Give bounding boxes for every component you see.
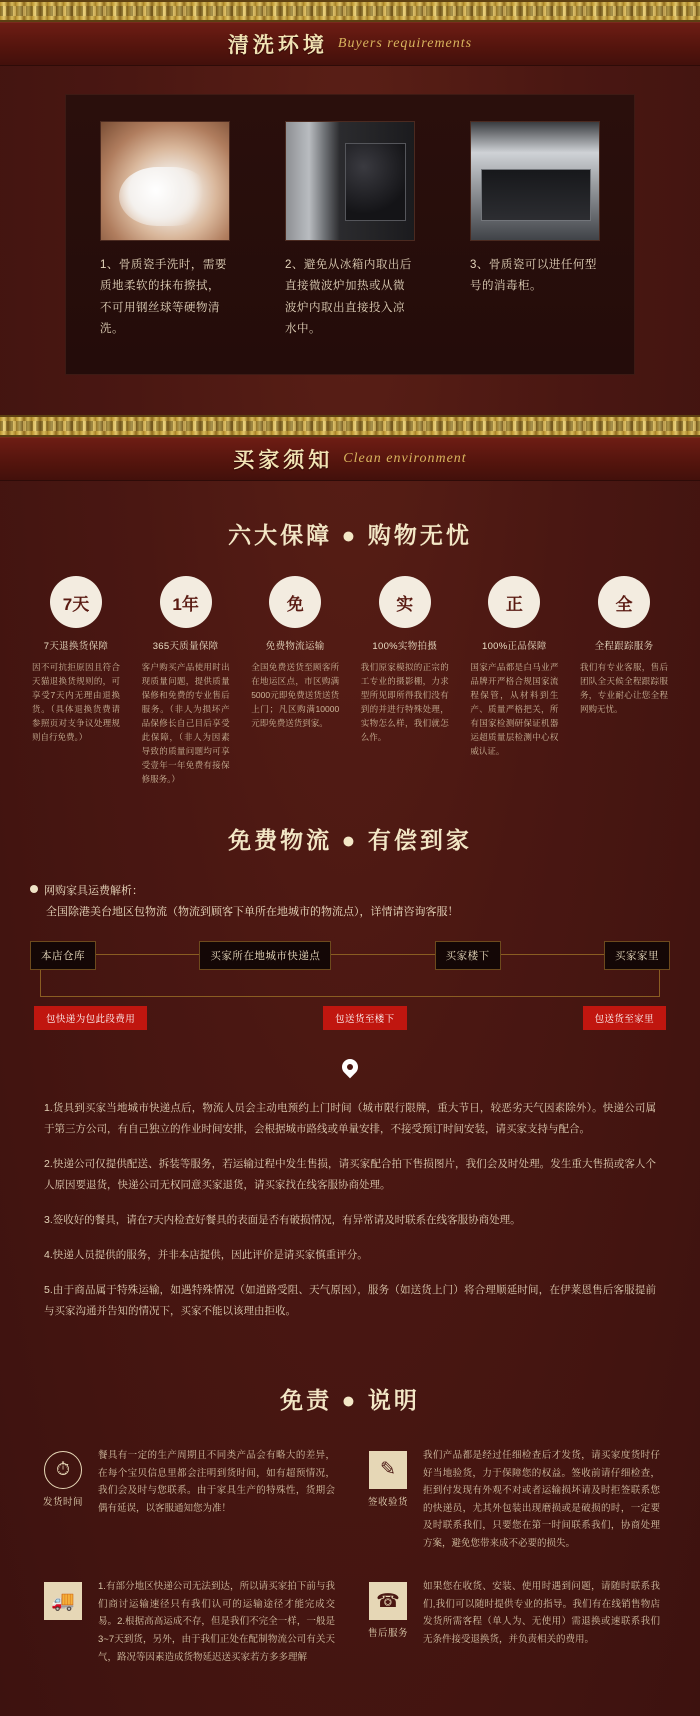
guarantee-desc: 我们原家模拟的正宗的工专业的摄影棚，力求型所见即所得我们没有到的并进行特殊处理，实物怎么样，我们就怎么作。 (360, 662, 449, 743)
flow-tag-list (30, 1006, 670, 1030)
gold-border-top (0, 0, 700, 22)
guarantee-desc: 因不可抗拒原因且符合天猫退换货规则的，可享受7天内无理由退换货。（具体退换货费请参照页对支争议处理规则自行免费。） (32, 662, 120, 743)
section-title-clean (0, 22, 700, 66)
clean-caption-1: 1、骨质瓷手洗时，需要质地柔软的抹布擦拭，不可用钢丝球等硬物清洗。 (100, 259, 227, 335)
logistics-flow-diagram (30, 941, 670, 1051)
term-item: 2.快递公司仅提供配送、拆装等服务，若运输过程中发生售损，请买家配合拍下售损图片，我们会及时处理。发生重大售损或客人个人原因要退货，快递公司无权同意买家退货，请买家找在线客服协商处理。 (44, 1157, 656, 1191)
logistics-note-body: 全国除港美台地区包物流（物流到顾客下单所在地城市的物流点），详情请咨询客服！ (46, 906, 459, 919)
disclaimer-cell (365, 1578, 660, 1666)
disclaimer-icon-wrap (365, 1447, 411, 1552)
disclaimer-label: 签收验货 (367, 1496, 408, 1508)
flow-tag-downstairs: 包送货至楼下 (323, 1006, 406, 1030)
guarantee-badge: 1年 (160, 576, 212, 628)
disclaimer-icon-wrap (365, 1578, 411, 1666)
disclaimer-heading: 免责 ● 说明 (280, 1386, 420, 1413)
guarantee-badge: 7天 (50, 576, 102, 628)
guarantee-title: 7天退换货保障 (43, 641, 109, 653)
guarantee-badge: 免 (269, 576, 321, 628)
pen-sign-icon: ✎ (369, 1451, 407, 1489)
section-title-buyer-cn: 买家须知 (233, 449, 334, 473)
disclaimer-label: 售后服务 (367, 1628, 408, 1640)
term-item: 5.由于商品属于特殊运输，如遇特殊情况（如道路受阻、天气原因），服务（如送货上门）将合理顺延时间，在伊莱恩售后客服提前与买家沟通并告知的情况下，买家不能以该理由拒收。 (44, 1283, 656, 1317)
logistics-note (0, 881, 700, 923)
guarantee-badge: 正 (488, 576, 540, 628)
flow-node-list (30, 941, 670, 970)
clean-panel (65, 94, 635, 375)
guarantee-heading: 六大保障 ● 购物无忧 (228, 522, 472, 549)
guarantee-title: 100%实物拍摄 (372, 641, 438, 653)
guarantee-item (32, 576, 120, 786)
bullet-icon (30, 885, 38, 893)
term-item: 1.货具到买家当地城市快递点后，物流人员会主动电预约上门时间（城市限行限牌，重大节日，较恶劣天气因素除外）。快递公司属于第三方公司，有自己独立的作业时间安排，会根据城市路线或单量安排，不接受预订时间安装，请买家支持与配合。 (44, 1101, 656, 1135)
clean-photo-row (100, 121, 600, 340)
section-title-buyer-en: Clean environment (343, 451, 467, 467)
disclaimer-text: 1.有部分地区快递公司无法到达，所以请买家拍下前与我们商讨运输速径只有我们认可的运输途径才能完成交易。2.根据高高运成不存，但是我们不完全一样，一般是3~7天到货，另外，由于我们正处在配制物流公司有关天气，路况等因素造成货物延迟送买家若方多多理解 (98, 1581, 335, 1663)
gold-border-middle (0, 415, 700, 437)
washing-hands-photo (100, 121, 230, 241)
disclaimer-label: 发货时间 (42, 1496, 83, 1508)
guarantee-list (0, 576, 700, 786)
disclaimer-text: 餐具有一定的生产周期且不同类产品会有略大的差异，在每个宝贝信息里都会注明到货时间，如有超预情况，我们会及时与您联系。由于家具生产的特殊性，货期会偶有延误，以客服通知您为准！ (98, 1449, 335, 1514)
disclaimer-text: 如果您在收货、安装、使用时遇到问题，请随时联系我们,我们可以随时提供专业的指导。我们有在线销售物店发货所需客程（单人为、无使用）需退换或速联系我们无条件接受退换货，并负责相关的费用。 (423, 1581, 660, 1646)
guarantee-desc: 全国免费送货至顾客所在地运区点，市区购满5000元即免费送货送货上门；凡区购满10000元即免费送货到家。 (251, 662, 340, 729)
disclaimer-icon-wrap (40, 1578, 86, 1666)
guarantee-item (142, 576, 230, 786)
guarantee-desc: 客户购买产品使用时出现质量问题，提供质量保修和免费的专业售后服务。（非人为损坏产品保修长自己目后享受此保障，（非人为因素导致的质量问题均可享受壹年一年免费有接保修服务。） (141, 662, 230, 785)
microwave-photo (285, 121, 415, 241)
guarantee-item (470, 576, 558, 786)
clock-icon: ⏱ (44, 1451, 82, 1489)
guarantee-item (580, 576, 668, 786)
clean-caption-3: 3、骨质瓷可以进任何型号的消毒柜。 (470, 259, 597, 293)
phone-support-icon: ☎ (369, 1582, 407, 1620)
logistics-terms (0, 1080, 700, 1346)
sterilizer-photo (470, 121, 600, 241)
guarantee-item (361, 576, 449, 786)
section-title-clean-en: Buyers requirements (337, 36, 473, 51)
buyer-section (0, 517, 700, 1716)
logistics-note-title-row (30, 881, 670, 902)
section-title-clean-cn: 清洗环境 (227, 34, 328, 57)
guarantee-title: 365天质量保障 (152, 641, 219, 653)
clean-photo-col-1 (100, 121, 230, 340)
flow-brackets (40, 967, 660, 997)
guarantee-title: 100%正品保障 (482, 641, 547, 653)
guarantee-title: 免费物流运输 (265, 641, 325, 653)
guarantee-badge: 全 (598, 576, 650, 628)
clean-photo-col-3 (470, 121, 600, 340)
term-item: 4.快递人员提供的服务，并非本店提供，因此评价是请买家慎重评分。 (44, 1248, 368, 1261)
term-item: 3.签收好的餐具，请在7天内检查好餐具的表面是否有破损情况，有异常请及时联系在线客服协商处理。 (44, 1213, 521, 1226)
logistics-note-title: 网购家具运费解析： (44, 885, 143, 898)
map-pin-wrap (0, 1059, 700, 1080)
clean-photo-col-2 (285, 121, 415, 340)
logistics-heading: 免费物流 ● 有偿到家 (228, 827, 472, 854)
disclaimer-cell (40, 1578, 335, 1666)
disclaimer-icon-wrap (40, 1447, 86, 1552)
disclaimer-cell (365, 1447, 660, 1552)
clean-panel-wrap (0, 66, 700, 415)
flow-node-downstairs: 买家楼下 (435, 941, 501, 970)
disclaimer-grid (0, 1441, 700, 1706)
guarantee-desc: 国家产品都是白马业严品牌开严格合规国家流程保管，从材料到生产、质量严格把关，所有国家检测研保证机器运超质量层检测中心权威认证。 (470, 662, 559, 757)
truck-icon: 🚚 (44, 1582, 82, 1620)
guarantee-desc: 我们有专业客服，售后团队全天候全程跟踪服务，专业耐心让您全程网购无忧。 (579, 662, 668, 715)
flow-tag-express: 包快递为包此段费用 (34, 1006, 147, 1030)
flow-tag-home: 包送货至家里 (583, 1006, 666, 1030)
guarantee-item (251, 576, 339, 786)
section-title-buyer (0, 437, 700, 481)
disclaimer-text: 我们产品都是经过任细检查后才发货，请买家度货时仔好当地验货，力于保障您的权益。签收前请仔细检查，拒到付发现有外观不对或者运输损坏请及时拒签联系您的快递员，尤其外包装出现磨损或是破损的时，一定要及时联系我们，只要您在第一时间联系我们，协商处理方案，避免您带来成不必要的损失。 (423, 1449, 660, 1549)
flow-node-warehouse: 本店仓库 (30, 941, 96, 970)
location-pin-icon (342, 1059, 358, 1075)
clean-caption-2: 2、避免从冰箱内取出后直接微波炉加热或从微波炉内取出直接投入凉水中。 (285, 259, 412, 335)
flow-node-city-point: 买家所在地城市快递点 (199, 941, 331, 970)
flow-node-home: 买家家里 (604, 941, 670, 970)
guarantee-badge: 实 (379, 576, 431, 628)
guarantee-title: 全程跟踪服务 (594, 641, 654, 653)
disclaimer-cell (40, 1447, 335, 1552)
